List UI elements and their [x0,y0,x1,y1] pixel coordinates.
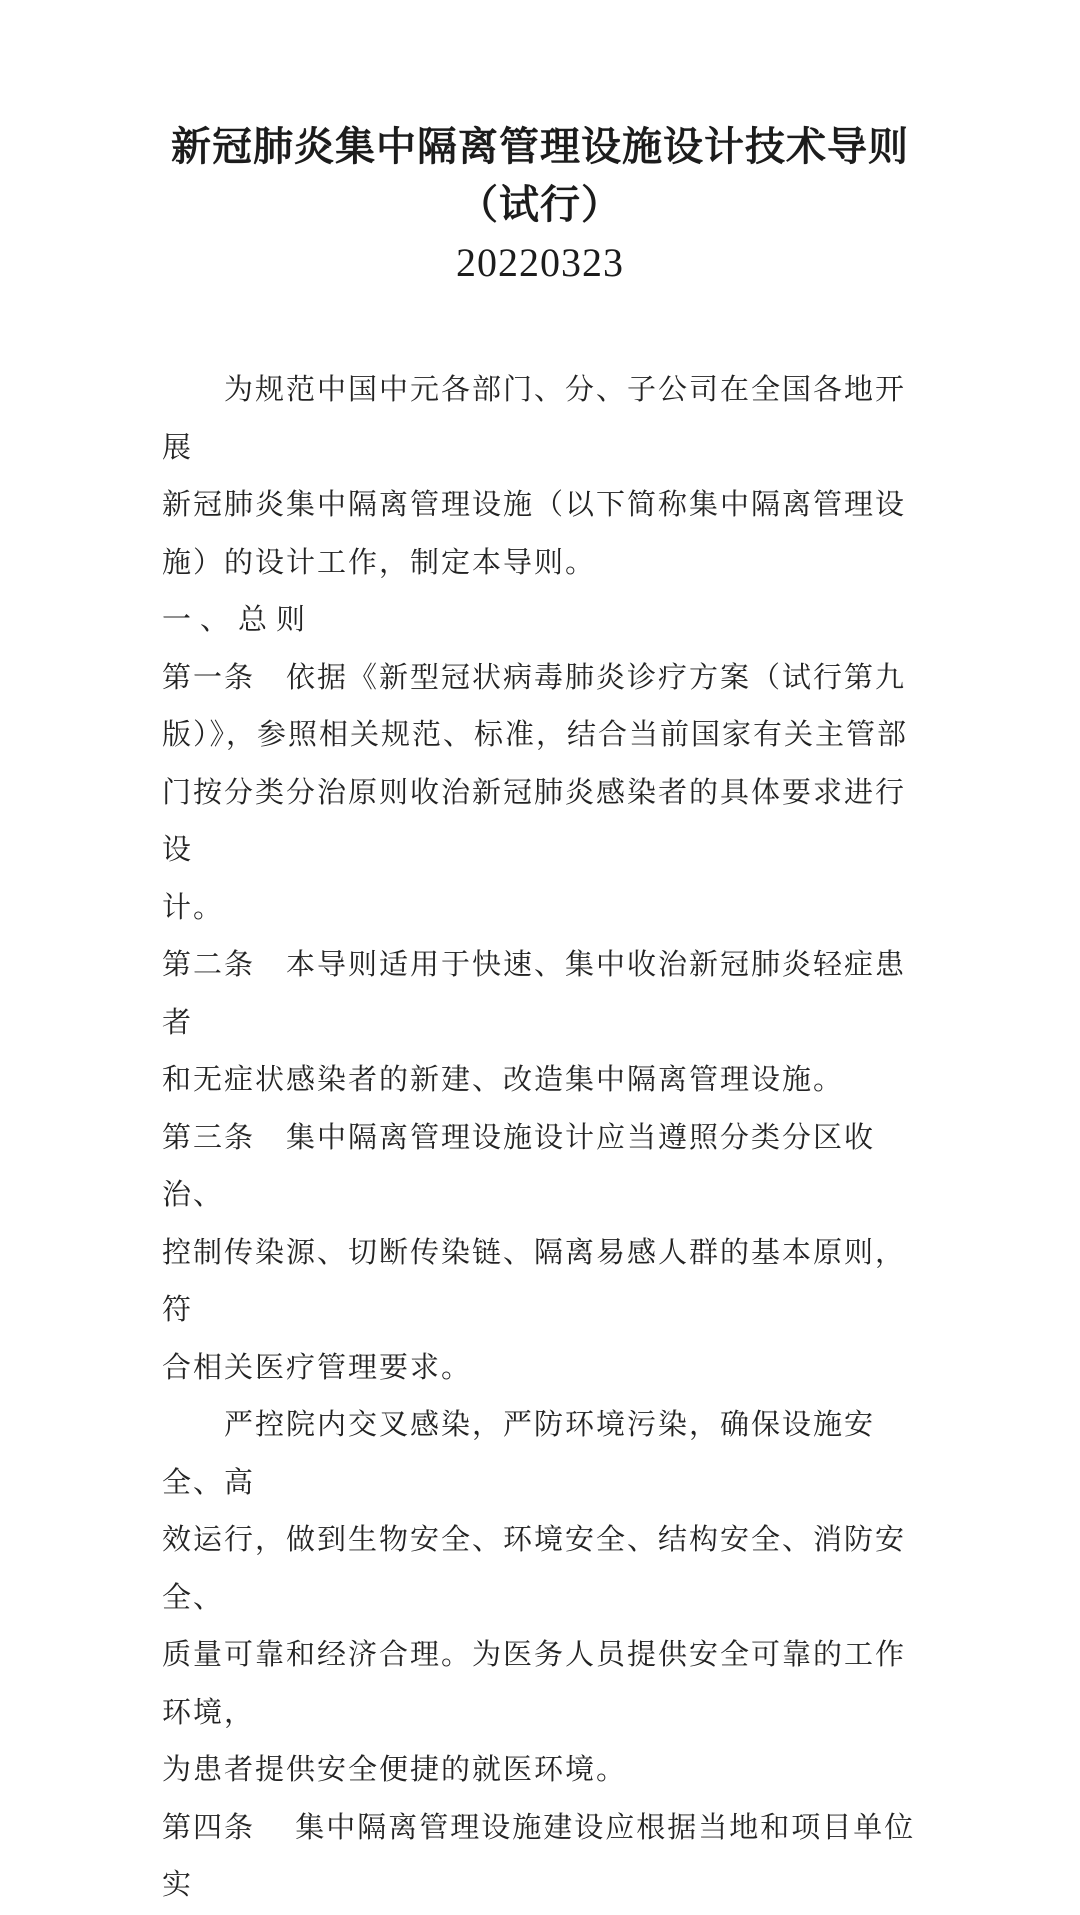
body-line: 计。 [162,891,225,924]
title-block [162,0,918,292]
body-line: 严控院内交叉感染，严防环境污染，确保设施安全、高 [162,1409,876,1499]
body-line: 为患者提供安全便捷的就医环境。 [162,1754,628,1786]
body-line: 版）》，参照相关规范、标准，结合当前国家有关主管部 [162,719,909,751]
body-line: 控制传染源、切断传染链、隔离易感人群的基本原则，符 [162,1236,907,1326]
body-line: 第四条 集中隔离管理设施建设应根据当地和项目单位实 [162,1811,916,1901]
body-line: 门按分类分治原则收治新冠肺炎感染者的具体要求进行设 [162,776,907,866]
body-line: 合相关医疗管理要求。 [162,1351,473,1384]
body-line: 第一条 依据《新型冠状病毒肺炎诊疗方案（试行第九 [162,661,907,694]
body-line: 第三条 集中隔离管理设施设计应当遵照分类分区收治、 [162,1121,876,1211]
body-block [162,362,918,1915]
document-title: 新冠肺炎集中隔离管理设施设计技术导则 [171,124,909,169]
document-date: 20220323 [456,240,624,285]
body-line: 第二条 本导则适用于快速、集中收治新冠肺炎轻症患者 [162,949,907,1039]
section-heading: 一、总则 [162,604,315,636]
body-line: 施）的设计工作，制定本导则。 [162,546,597,579]
body-line: 为规范中国中元各部门、分、子公司在全国各地开展 [162,374,907,464]
body-line: 和无症状感染者的新建、改造集中隔离管理设施。 [162,1064,845,1096]
document-subtitle: （试行） [458,182,622,227]
body-line: 效运行，做到生物安全、环境安全、结构安全、消防安全、 [162,1524,907,1614]
body-line: 新冠肺炎集中隔离管理设施（以下简称集中隔离管理设 [162,489,907,521]
body-line: 质量可靠和经济合理。为医务人员提供安全可靠的工作环境， [162,1639,907,1729]
